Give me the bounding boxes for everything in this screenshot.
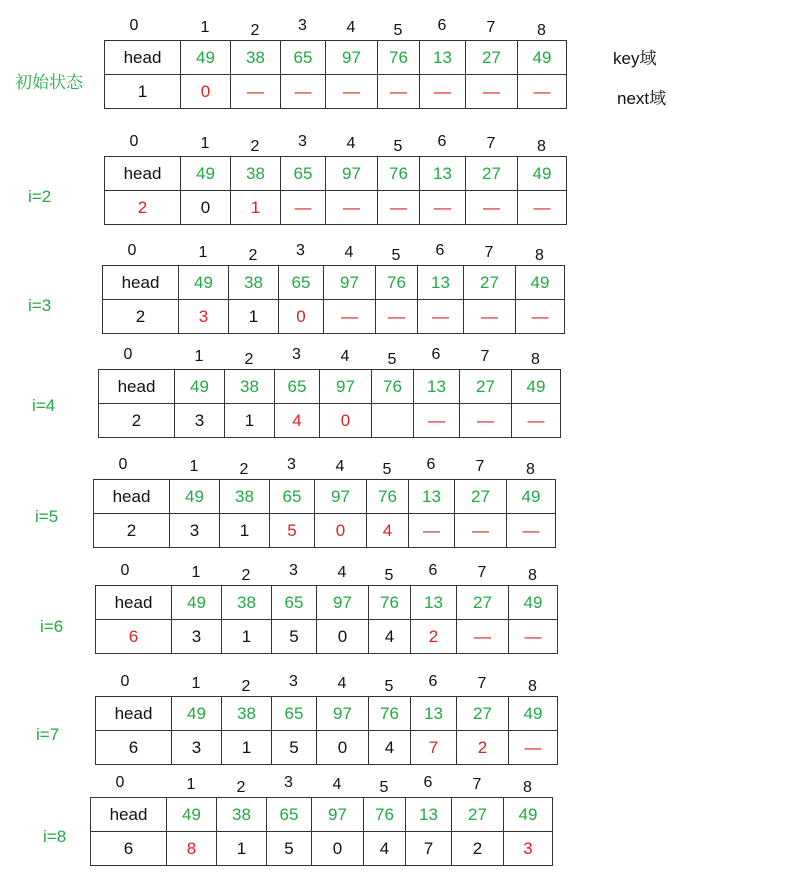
next-row bbox=[94, 514, 556, 548]
next-cell: 4 bbox=[369, 620, 411, 654]
index-label: 1 bbox=[189, 458, 199, 475]
key-cell: 13 bbox=[420, 157, 466, 191]
index-label: 0 bbox=[123, 346, 133, 363]
static-linked-list-table bbox=[90, 797, 553, 866]
index-label: 2 bbox=[239, 461, 249, 478]
key-cell: 49 bbox=[509, 697, 558, 731]
static-linked-list-table bbox=[104, 156, 567, 225]
next-cell: 2 bbox=[94, 514, 170, 548]
index-label: 4 bbox=[337, 675, 347, 692]
legend-next-field: next域 bbox=[617, 89, 667, 108]
key-cell: 49 bbox=[167, 798, 217, 832]
key-row bbox=[96, 586, 558, 620]
next-cell: 6 bbox=[91, 832, 167, 866]
key-cell: 13 bbox=[420, 41, 466, 75]
next-cell: 0 bbox=[181, 191, 231, 225]
next-cell: — bbox=[460, 404, 512, 438]
stage-block bbox=[93, 457, 563, 557]
index-label: 0 bbox=[129, 17, 139, 34]
key-cell: 38 bbox=[217, 798, 267, 832]
index-label: 0 bbox=[127, 242, 137, 259]
next-cell: — bbox=[378, 75, 420, 109]
key-cell: 65 bbox=[279, 266, 324, 300]
index-label: 6 bbox=[435, 242, 445, 259]
index-label: 4 bbox=[332, 776, 342, 793]
index-label: 8 bbox=[537, 138, 546, 155]
head-cell: head bbox=[96, 586, 172, 620]
next-cell: 0 bbox=[315, 514, 367, 548]
head-cell: head bbox=[103, 266, 179, 300]
stage-label: i=7 bbox=[36, 725, 60, 744]
next-cell: 6 bbox=[96, 731, 172, 765]
next-cell: — bbox=[376, 300, 418, 334]
key-cell: 27 bbox=[455, 480, 507, 514]
key-cell: 49 bbox=[518, 41, 567, 75]
next-cell: 3 bbox=[175, 404, 225, 438]
next-cell: 2 bbox=[452, 832, 504, 866]
next-cell: 2 bbox=[411, 620, 457, 654]
index-label: 0 bbox=[115, 774, 125, 791]
index-label: 5 bbox=[384, 678, 394, 695]
stage-block bbox=[95, 563, 565, 663]
key-cell: 38 bbox=[222, 586, 272, 620]
key-cell: 49 bbox=[509, 586, 558, 620]
next-cell: 3 bbox=[504, 832, 553, 866]
index-label: 3 bbox=[284, 774, 293, 791]
index-label: 0 bbox=[129, 133, 139, 150]
index-label: 5 bbox=[379, 779, 389, 796]
static-linked-list-table bbox=[102, 265, 565, 334]
next-cell: 7 bbox=[406, 832, 452, 866]
key-cell: 65 bbox=[270, 480, 315, 514]
next-cell: 1 bbox=[217, 832, 267, 866]
next-cell: 1 bbox=[220, 514, 270, 548]
index-label: 3 bbox=[298, 133, 307, 150]
stage-label: i=5 bbox=[35, 507, 59, 526]
next-cell: 4 bbox=[364, 832, 406, 866]
key-cell: 49 bbox=[175, 370, 225, 404]
key-cell: 13 bbox=[411, 697, 457, 731]
key-cell: 76 bbox=[376, 266, 418, 300]
next-cell: — bbox=[281, 75, 326, 109]
next-cell: — bbox=[418, 300, 464, 334]
next-cell: 0 bbox=[317, 620, 369, 654]
index-label: 7 bbox=[472, 776, 482, 793]
key-cell: 13 bbox=[411, 586, 457, 620]
key-cell: 76 bbox=[372, 370, 414, 404]
key-cell: 97 bbox=[317, 697, 369, 731]
key-cell: 65 bbox=[272, 586, 317, 620]
key-cell: 97 bbox=[326, 157, 378, 191]
index-label: 7 bbox=[480, 348, 490, 365]
index-label: 8 bbox=[528, 567, 537, 584]
index-label: 1 bbox=[200, 135, 210, 152]
index-label: 6 bbox=[428, 673, 438, 690]
next-cell: 5 bbox=[267, 832, 312, 866]
key-cell: 76 bbox=[369, 586, 411, 620]
next-cell: 0 bbox=[279, 300, 324, 334]
key-cell: 65 bbox=[267, 798, 312, 832]
index-label: 1 bbox=[191, 675, 201, 692]
key-row bbox=[105, 41, 567, 75]
next-cell: 3 bbox=[179, 300, 229, 334]
key-row bbox=[99, 370, 561, 404]
index-label: 7 bbox=[484, 244, 494, 261]
key-cell: 49 bbox=[181, 157, 231, 191]
static-linked-list-table bbox=[95, 585, 558, 654]
index-label: 7 bbox=[477, 564, 487, 581]
next-cell: — bbox=[409, 514, 455, 548]
key-cell: 27 bbox=[457, 697, 509, 731]
next-cell: — bbox=[512, 404, 561, 438]
key-row bbox=[91, 798, 553, 832]
key-cell: 13 bbox=[418, 266, 464, 300]
next-cell: 1 bbox=[225, 404, 275, 438]
stage-label: i=4 bbox=[32, 396, 56, 415]
index-label: 3 bbox=[298, 17, 307, 34]
key-cell: 49 bbox=[507, 480, 556, 514]
next-cell: — bbox=[518, 75, 567, 109]
key-cell: 13 bbox=[409, 480, 455, 514]
key-cell: 38 bbox=[222, 697, 272, 731]
next-row bbox=[105, 191, 567, 225]
key-cell: 97 bbox=[326, 41, 378, 75]
next-cell: 1 bbox=[229, 300, 279, 334]
index-label: 1 bbox=[200, 19, 210, 36]
next-cell: — bbox=[518, 191, 567, 225]
key-cell: 76 bbox=[378, 157, 420, 191]
index-label: 8 bbox=[531, 351, 540, 368]
next-cell: 1 bbox=[222, 731, 272, 765]
next-cell: — bbox=[457, 620, 509, 654]
index-label: 4 bbox=[335, 458, 345, 475]
next-cell: 5 bbox=[270, 514, 315, 548]
next-cell: — bbox=[509, 731, 558, 765]
key-cell: 27 bbox=[466, 41, 518, 75]
stage-label: i=2 bbox=[28, 187, 52, 206]
index-label: 1 bbox=[198, 244, 208, 261]
index-label: 4 bbox=[337, 564, 347, 581]
index-label: 0 bbox=[120, 562, 130, 579]
key-cell: 13 bbox=[414, 370, 460, 404]
key-cell: 97 bbox=[317, 586, 369, 620]
index-label: 2 bbox=[241, 678, 251, 695]
next-cell: 8 bbox=[167, 832, 217, 866]
key-cell: 65 bbox=[272, 697, 317, 731]
index-label: 7 bbox=[486, 135, 496, 152]
index-label: 4 bbox=[346, 135, 356, 152]
next-cell bbox=[372, 404, 414, 438]
index-label: 2 bbox=[250, 22, 260, 39]
head-cell: head bbox=[96, 697, 172, 731]
key-cell: 65 bbox=[275, 370, 320, 404]
key-cell: 97 bbox=[315, 480, 367, 514]
next-row bbox=[96, 731, 558, 765]
next-row bbox=[99, 404, 561, 438]
next-cell: — bbox=[455, 514, 507, 548]
key-cell: 49 bbox=[181, 41, 231, 75]
index-label: 7 bbox=[475, 458, 485, 475]
key-cell: 49 bbox=[170, 480, 220, 514]
next-cell: — bbox=[420, 191, 466, 225]
index-label: 7 bbox=[486, 19, 496, 36]
head-cell: head bbox=[94, 480, 170, 514]
key-cell: 49 bbox=[516, 266, 565, 300]
next-row bbox=[105, 75, 567, 109]
index-label: 3 bbox=[289, 673, 298, 690]
next-cell: 2 bbox=[457, 731, 509, 765]
key-cell: 27 bbox=[460, 370, 512, 404]
stage-block bbox=[98, 347, 568, 447]
next-cell: 3 bbox=[172, 731, 222, 765]
next-cell: — bbox=[326, 75, 378, 109]
key-cell: 38 bbox=[225, 370, 275, 404]
key-cell: 38 bbox=[229, 266, 279, 300]
key-cell: 76 bbox=[367, 480, 409, 514]
next-cell: 1 bbox=[231, 191, 281, 225]
key-cell: 65 bbox=[281, 157, 326, 191]
stage-label: i=8 bbox=[43, 827, 67, 846]
next-cell: — bbox=[507, 514, 556, 548]
key-cell: 49 bbox=[172, 697, 222, 731]
index-label: 5 bbox=[384, 567, 394, 584]
index-label: 2 bbox=[244, 351, 254, 368]
next-cell: 1 bbox=[105, 75, 181, 109]
next-cell: 0 bbox=[181, 75, 231, 109]
head-cell: head bbox=[99, 370, 175, 404]
index-label: 8 bbox=[535, 247, 544, 264]
index-label: 1 bbox=[194, 348, 204, 365]
index-label: 8 bbox=[523, 779, 532, 796]
next-cell: 6 bbox=[96, 620, 172, 654]
key-cell: 27 bbox=[466, 157, 518, 191]
index-label: 5 bbox=[393, 22, 403, 39]
index-label: 6 bbox=[426, 456, 436, 473]
key-cell: 97 bbox=[312, 798, 364, 832]
key-cell: 38 bbox=[220, 480, 270, 514]
key-cell: 76 bbox=[364, 798, 406, 832]
index-label: 8 bbox=[526, 461, 535, 478]
head-cell: head bbox=[105, 157, 181, 191]
index-label: 1 bbox=[191, 564, 201, 581]
index-label: 5 bbox=[393, 138, 403, 155]
index-label: 8 bbox=[537, 22, 546, 39]
index-label: 5 bbox=[382, 461, 392, 478]
index-label: 2 bbox=[241, 567, 251, 584]
index-label: 5 bbox=[391, 247, 401, 264]
key-row bbox=[103, 266, 565, 300]
next-cell: — bbox=[464, 300, 516, 334]
next-cell: 0 bbox=[317, 731, 369, 765]
next-row bbox=[103, 300, 565, 334]
next-cell: 2 bbox=[99, 404, 175, 438]
next-cell: 7 bbox=[411, 731, 457, 765]
key-cell: 27 bbox=[464, 266, 516, 300]
key-cell: 49 bbox=[512, 370, 561, 404]
next-cell: 5 bbox=[272, 620, 317, 654]
index-label: 1 bbox=[186, 776, 196, 793]
next-cell: — bbox=[281, 191, 326, 225]
static-linked-list-table bbox=[93, 479, 556, 548]
static-linked-list-table bbox=[104, 40, 567, 109]
next-cell: — bbox=[516, 300, 565, 334]
next-row bbox=[96, 620, 558, 654]
index-label: 6 bbox=[431, 346, 441, 363]
next-cell: 1 bbox=[222, 620, 272, 654]
head-cell: head bbox=[91, 798, 167, 832]
static-linked-list-table bbox=[98, 369, 561, 438]
stage-block bbox=[90, 775, 560, 875]
index-label: 6 bbox=[428, 562, 438, 579]
next-cell: — bbox=[326, 191, 378, 225]
key-cell: 38 bbox=[231, 41, 281, 75]
next-row bbox=[91, 832, 553, 866]
index-label: 7 bbox=[477, 675, 487, 692]
key-row bbox=[94, 480, 556, 514]
key-cell: 65 bbox=[281, 41, 326, 75]
index-label: 3 bbox=[292, 346, 301, 363]
key-cell: 76 bbox=[378, 41, 420, 75]
next-cell: 2 bbox=[105, 191, 181, 225]
index-label: 2 bbox=[250, 138, 260, 155]
next-cell: 3 bbox=[170, 514, 220, 548]
next-cell: 0 bbox=[312, 832, 364, 866]
index-label: 2 bbox=[236, 779, 246, 796]
key-row bbox=[105, 157, 567, 191]
index-label: 5 bbox=[387, 351, 397, 368]
next-cell: — bbox=[378, 191, 420, 225]
next-cell: 5 bbox=[272, 731, 317, 765]
index-label: 0 bbox=[120, 673, 130, 690]
stage-block bbox=[102, 243, 572, 343]
index-label: 4 bbox=[340, 348, 350, 365]
head-cell: head bbox=[105, 41, 181, 75]
key-cell: 49 bbox=[504, 798, 553, 832]
stage-label: i=3 bbox=[28, 296, 52, 315]
index-label: 4 bbox=[346, 19, 356, 36]
index-label: 3 bbox=[296, 242, 305, 259]
key-cell: 97 bbox=[320, 370, 372, 404]
next-cell: 0 bbox=[320, 404, 372, 438]
index-label: 0 bbox=[118, 456, 128, 473]
next-cell: 4 bbox=[367, 514, 409, 548]
index-label: 3 bbox=[287, 456, 296, 473]
index-label: 2 bbox=[248, 247, 258, 264]
key-cell: 38 bbox=[231, 157, 281, 191]
key-cell: 97 bbox=[324, 266, 376, 300]
stage-block bbox=[95, 674, 565, 774]
key-row bbox=[96, 697, 558, 731]
index-label: 4 bbox=[344, 244, 354, 261]
index-label: 3 bbox=[289, 562, 298, 579]
stage-label: 初始状态 bbox=[15, 73, 83, 92]
next-cell: — bbox=[466, 191, 518, 225]
key-cell: 27 bbox=[457, 586, 509, 620]
next-cell: — bbox=[231, 75, 281, 109]
index-label: 8 bbox=[528, 678, 537, 695]
next-cell: 4 bbox=[369, 731, 411, 765]
index-label: 6 bbox=[437, 17, 447, 34]
key-cell: 76 bbox=[369, 697, 411, 731]
index-label: 6 bbox=[423, 774, 433, 791]
key-cell: 49 bbox=[172, 586, 222, 620]
index-label: 6 bbox=[437, 133, 447, 150]
stage-block bbox=[104, 18, 574, 118]
next-cell: — bbox=[509, 620, 558, 654]
key-cell: 13 bbox=[406, 798, 452, 832]
static-linked-list-table bbox=[95, 696, 558, 765]
next-cell: 2 bbox=[103, 300, 179, 334]
key-cell: 49 bbox=[518, 157, 567, 191]
key-cell: 27 bbox=[452, 798, 504, 832]
next-cell: 3 bbox=[172, 620, 222, 654]
next-cell: — bbox=[420, 75, 466, 109]
next-cell: — bbox=[466, 75, 518, 109]
next-cell: — bbox=[324, 300, 376, 334]
next-cell: — bbox=[414, 404, 460, 438]
stage-label: i=6 bbox=[40, 617, 64, 636]
stage-block bbox=[104, 134, 574, 234]
legend-key-field: key域 bbox=[613, 49, 657, 68]
next-cell: 4 bbox=[275, 404, 320, 438]
key-cell: 49 bbox=[179, 266, 229, 300]
